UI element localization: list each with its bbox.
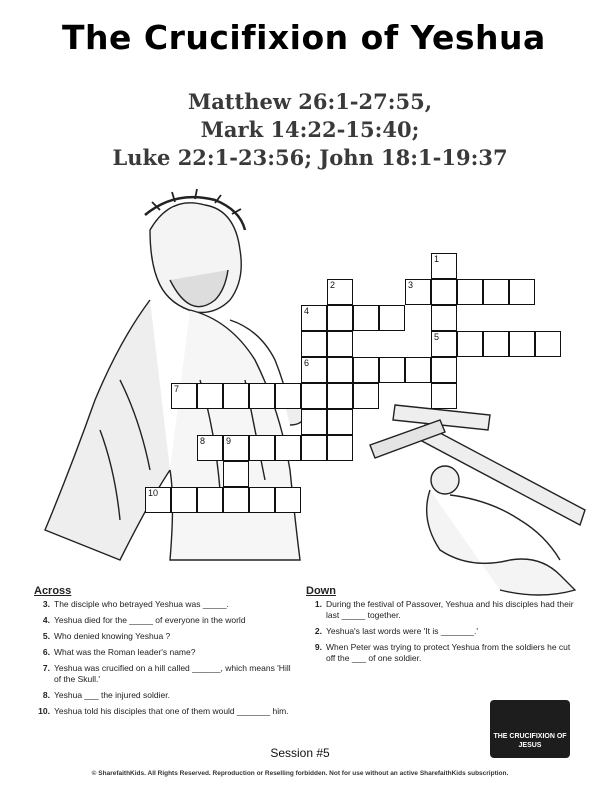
crossword-cell[interactable] [431, 383, 457, 409]
crossword-cell[interactable] [327, 305, 353, 331]
crossword-cell[interactable] [509, 331, 535, 357]
clue-across-7: 7. Yeshua was crucified on a hill called ______, which means 'Hill of the Skull.' [42, 663, 291, 684]
clue-number: 5 [434, 332, 440, 342]
crossword-cell[interactable] [379, 305, 405, 331]
clue-across-10: 10. Yeshua told his disciples that one of them would _______ him. [38, 706, 289, 716]
crossword-cell[interactable] [275, 383, 301, 409]
clue-number: 6 [304, 358, 310, 368]
crossword-cell[interactable] [249, 383, 275, 409]
crossword-cell[interactable] [327, 409, 353, 435]
crossword-cell[interactable] [301, 331, 327, 357]
crossword-cell[interactable] [223, 487, 249, 513]
clue-number: 2 [330, 280, 336, 290]
crossword-cell[interactable] [301, 357, 327, 383]
clue-number: 8 [200, 436, 206, 446]
clue-number: 3 [408, 280, 414, 290]
crossword-cell[interactable] [171, 383, 197, 409]
crossword-cell[interactable] [249, 435, 275, 461]
crossword-cell[interactable] [327, 331, 353, 357]
crossword-cell[interactable] [223, 435, 249, 461]
crossword-cell[interactable] [223, 461, 249, 487]
crossword-cell[interactable] [223, 383, 249, 409]
crossword-cell[interactable] [327, 357, 353, 383]
crossword-cell[interactable] [197, 435, 223, 461]
crossword-cell[interactable] [301, 305, 327, 331]
crossword-cell[interactable] [249, 487, 275, 513]
clue-down-1: 1. During the festival of Passover, Yeshua and his disciples had their last _____ together. [314, 599, 574, 620]
crossword-cell[interactable] [405, 357, 431, 383]
clue-number: 10 [148, 488, 159, 498]
reference-line: Luke 22:1-23:56; John 18:1-19:37 [112, 145, 508, 170]
crossword-cell[interactable] [275, 487, 301, 513]
crossword-cell[interactable] [457, 279, 483, 305]
page-title: The Crucifixion of Yeshua [62, 18, 546, 57]
session-label: Session #5 [270, 746, 330, 760]
crossword-cell[interactable] [483, 331, 509, 357]
crossword-cell[interactable] [301, 409, 327, 435]
clue-across-3: 3. The disciple who betrayed Yeshua was _____. [42, 599, 229, 609]
crossword-cell[interactable] [509, 279, 535, 305]
copyright-notice: © SharefaithKids. All Rights Reserved. Reproduction or Reselling forbidden. Not for use without an active SharefaithKids subscription. [91, 770, 509, 777]
reference-line: Mark 14:22-15:40; [200, 117, 420, 142]
crossword-cell[interactable] [145, 487, 171, 513]
clue-down-9: 9. When Peter was trying to protect Yeshua from the soldiers he cut off the ___ of one soldier. [314, 642, 571, 663]
crossword-cell[interactable] [197, 487, 223, 513]
crossword-cell[interactable] [353, 357, 379, 383]
crossword-cell[interactable] [457, 331, 483, 357]
across-heading: Across [34, 585, 72, 597]
clue-across-6: 6. What was the Roman leader's name? [42, 647, 196, 657]
crossword-cell[interactable] [327, 279, 353, 305]
clue-across-8: 8. Yeshua ___ the injured soldier. [42, 690, 170, 700]
lesson-logo: THE CRUCIFIXION OF JESUS [490, 700, 570, 758]
clue-number: 7 [174, 384, 180, 394]
crossword-cell[interactable] [379, 357, 405, 383]
crossword-cell[interactable] [327, 383, 353, 409]
crossword-cell[interactable] [171, 487, 197, 513]
crossword-cell[interactable] [353, 383, 379, 409]
crossword-cell[interactable] [431, 305, 457, 331]
crossword-cell[interactable] [483, 279, 509, 305]
crossword-cell[interactable] [301, 435, 327, 461]
clue-number: 1 [434, 254, 440, 264]
crossword-cell[interactable] [431, 331, 457, 357]
across-clues [34, 586, 294, 722]
clue-down-2: 2. Yeshua's last words were 'It is _______.' [314, 626, 478, 636]
crossword-cell[interactable] [197, 383, 223, 409]
down-heading: Down [306, 585, 336, 597]
crossword-cell[interactable] [431, 357, 457, 383]
crossword-cell[interactable] [535, 331, 561, 357]
down-clues [306, 586, 576, 669]
clue-across-4: 4. Yeshua died for the _____ of everyone in the world [42, 615, 246, 625]
crossword-cell[interactable] [431, 253, 457, 279]
crossword-cell[interactable] [327, 435, 353, 461]
clue-number: 4 [304, 306, 310, 316]
crossword-cell[interactable] [275, 435, 301, 461]
clue-number: 9 [226, 436, 232, 446]
crossword-cell[interactable] [405, 279, 431, 305]
crossword-cell[interactable] [301, 383, 327, 409]
crossword-cell[interactable] [431, 279, 457, 305]
reference-line: Matthew 26:1-27:55, [187, 89, 433, 114]
clue-across-5: 5. Who denied knowing Yeshua ? [42, 631, 171, 641]
crossword-cell[interactable] [353, 305, 379, 331]
